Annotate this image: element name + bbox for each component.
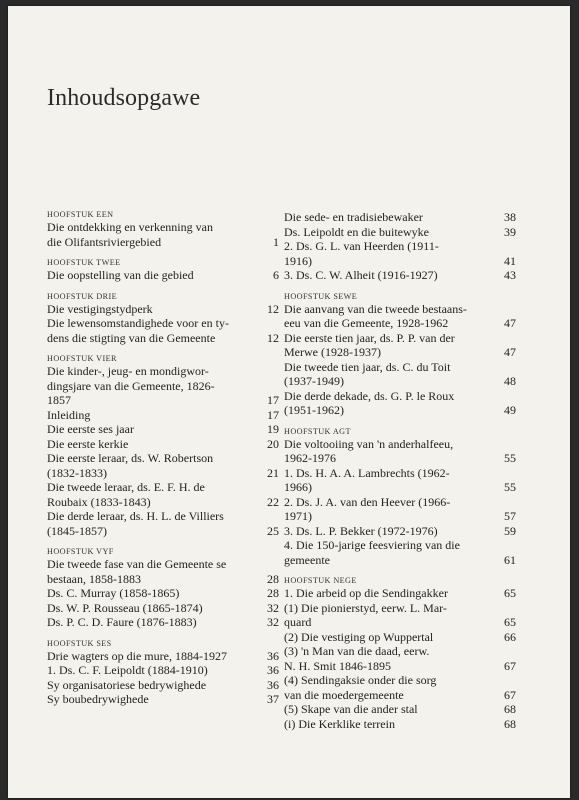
- toc-entry: [47, 451, 279, 480]
- toc-entry: [284, 360, 516, 389]
- chapter-heading: HOOFSTUK AGT: [284, 426, 351, 436]
- chapter-section: [47, 354, 279, 538]
- entry-title: 2. Ds. G. L. van Heerden (1911- 1916): [284, 239, 439, 268]
- entry-title: Ds. C. Murray (1858-1865): [47, 586, 180, 600]
- toc-entry: [47, 422, 279, 437]
- entry-title: 4. Die 150-jarige feesviering van die gemeente: [284, 538, 460, 567]
- entry-title: Die vestigingstydperk: [47, 301, 153, 316]
- chapter-heading: HOOFSTUK DRIE: [47, 291, 118, 301]
- chapter-heading: HOOFSTUK SEWE: [284, 291, 358, 301]
- entry-page-number: 55: [504, 480, 516, 494]
- entry-page-number: 17: [267, 393, 279, 407]
- toc-entry: [284, 717, 516, 732]
- entry-title: Die kinder-, jeug- en mondigwor- dingsjare van die Gemeente, 1826- 1857: [47, 364, 215, 407]
- entry-page-number: 32: [267, 600, 279, 615]
- toc-left-column: [47, 210, 279, 707]
- section-gap: [47, 283, 279, 292]
- entry-page-number: 67: [504, 687, 516, 702]
- entry-title: Ds. W. P. Rousseau (1865-1874): [47, 600, 203, 615]
- chapter-section: [47, 210, 279, 249]
- entry-title: Drie wagters op die mure, 1884-1927: [47, 648, 227, 663]
- toc-entry: [47, 480, 279, 509]
- toc-entry: [284, 302, 516, 331]
- entry-title: Die voltooiing van 'n anderhalfeeu, 1962-1976: [284, 436, 454, 465]
- toc-right-column: [284, 210, 516, 731]
- entry-page-number: 36: [267, 648, 279, 663]
- entry-title: Die ontdekking en verkenning van die Olifantsriviergebied: [47, 220, 213, 249]
- toc-entry: [284, 268, 516, 283]
- toc-entry: [284, 644, 516, 673]
- entry-page-number: 61: [504, 552, 516, 567]
- chapter-heading: HOOFSTUK SES: [47, 638, 112, 648]
- entry-page-number: 36: [267, 677, 279, 692]
- section-gap: [47, 345, 279, 354]
- entry-page-number: 28: [267, 586, 279, 600]
- entry-page-number: 36: [267, 663, 279, 677]
- toc-entry: [47, 408, 279, 423]
- entry-page-number: 37: [267, 692, 279, 706]
- toc-entry: [284, 538, 516, 567]
- entry-page-number: 57: [504, 509, 516, 523]
- chapter-heading: HOOFSTUK VYF: [47, 547, 114, 556]
- toc-entry: [47, 302, 279, 317]
- chapter-section: [47, 258, 279, 283]
- entry-title: Die derde dekade, ds. G. P. le Roux (1951-1962): [284, 388, 455, 417]
- chapter-section: [284, 292, 516, 418]
- toc-entry: [47, 364, 279, 408]
- entry-title: Die tweede fase van die Gemeente se bestaan, 1858-1883: [47, 557, 227, 586]
- section-gap: [47, 249, 279, 258]
- entry-page-number: 38: [504, 210, 516, 224]
- entry-title: Die eerste tien jaar, ds. P. P. van der Merwe (1928-1937): [284, 330, 455, 359]
- entry-title: (4) Sendingaksie onder die sorg van die moedergemeente: [284, 673, 437, 702]
- toc-entry: [47, 268, 279, 283]
- entry-page-number: 21: [267, 465, 279, 480]
- toc-entry: [47, 678, 279, 693]
- entry-page-number: 55: [504, 451, 516, 465]
- toc-entry: [47, 557, 279, 586]
- toc-entry: [284, 331, 516, 360]
- entry-title: Die tweede tien jaar, ds. C. du Toit (1937-1949): [284, 359, 451, 388]
- entry-title: 1. Ds. C. F. Leipoldt (1884-1910): [47, 663, 208, 677]
- entry-page-number: 66: [504, 629, 516, 644]
- section-gap: [284, 283, 516, 292]
- entry-title: (5) Skape van die ander stal: [284, 702, 418, 716]
- toc-entry: [47, 316, 279, 345]
- chapter-heading: HOOFSTUK TWEE: [47, 258, 121, 267]
- entry-title: Ds. P. C. D. Faure (1876-1883): [47, 615, 197, 629]
- toc-entry: [284, 495, 516, 524]
- chapter-section: [284, 576, 516, 731]
- entry-title: Die sede- en tradisiebewaker: [284, 210, 423, 224]
- entry-page-number: 49: [504, 403, 516, 417]
- chapter-section: [284, 210, 516, 283]
- toc-entry: [47, 509, 279, 538]
- entry-title: Die lewensomstandighede voor en ty- dens die stigting van die Gemeente: [47, 316, 229, 345]
- entry-title: (3) 'n Man van die daad, eerw. N. H. Smit 1846-1895: [284, 644, 430, 673]
- section-gap: [284, 567, 516, 576]
- toc-entry: [284, 437, 516, 466]
- entry-title: Die tweede leraar, ds. E. F. H. de Roubaix (1833-1843): [47, 480, 205, 509]
- entry-page-number: 67: [504, 658, 516, 673]
- entry-title: Ds. Leipoldt en die buitewyke: [284, 224, 429, 239]
- entry-page-number: 19: [267, 422, 279, 436]
- entry-page-number: 17: [267, 407, 279, 422]
- toc-entry: [47, 649, 279, 664]
- entry-title: Sy boubedrywighede: [47, 692, 149, 706]
- entry-title: Die eerste ses jaar: [47, 422, 134, 436]
- toc-entry: [47, 601, 279, 616]
- entry-page-number: 68: [504, 716, 516, 731]
- chapter-section: [47, 547, 279, 630]
- entry-page-number: 43: [504, 268, 516, 282]
- entry-title: Inleiding: [47, 407, 91, 422]
- toc-entry: [284, 586, 516, 601]
- entry-title: Die oopstelling van die gebied: [47, 268, 194, 282]
- entry-title: 3. Ds. L. P. Bekker (1972-1976): [284, 523, 438, 538]
- entry-title: 1. Die arbeid op die Sendingakker: [284, 586, 448, 600]
- page-title: Inhoudsopgawe: [47, 85, 201, 111]
- entry-page-number: 68: [504, 702, 516, 716]
- entry-page-number: 12: [267, 301, 279, 316]
- toc-entry: [47, 663, 279, 678]
- toc-entry: [47, 586, 279, 601]
- entry-page-number: 1: [273, 234, 279, 249]
- entry-title: (i) Die Kerklike terrein: [284, 716, 395, 731]
- entry-page-number: 65: [504, 586, 516, 600]
- chapter-heading: HOOFSTUK EEN: [47, 210, 114, 219]
- entry-title: Die eerste leraar, ds. W. Robertson (1832-1833): [47, 451, 214, 480]
- section-gap: [47, 538, 279, 547]
- entry-page-number: 65: [504, 615, 516, 629]
- toc-entry: [284, 702, 516, 717]
- chapter-section: [47, 292, 279, 346]
- toc-entry: [47, 437, 279, 452]
- entry-title: Die derde leraar, ds. H. L. de Villiers (1845-1857): [47, 509, 224, 538]
- toc-entry: [47, 220, 279, 249]
- toc-entry: [284, 210, 516, 225]
- section-gap: [284, 418, 516, 427]
- entry-title: Die aanvang van die tweede bestaans- eeu van die Gemeente, 1928-1962: [284, 301, 467, 330]
- toc-entry: [284, 466, 516, 495]
- entry-page-number: 12: [267, 330, 279, 345]
- chapter-heading: HOOFSTUK VIER: [47, 354, 117, 363]
- entry-page-number: 22: [267, 494, 279, 509]
- chapter-section: [284, 427, 516, 568]
- entry-page-number: 47: [504, 316, 516, 330]
- chapter-heading: HOOFSTUK NEGE: [284, 576, 357, 585]
- entry-page-number: 25: [267, 523, 279, 538]
- book-page: [8, 6, 570, 798]
- entry-title: 3. Ds. C. W. Alheit (1916-1927): [284, 268, 438, 282]
- entry-page-number: 47: [504, 345, 516, 359]
- entry-title: 1. Ds. H. A. A. Lambrechts (1962- 1966): [284, 465, 450, 494]
- toc-entry: [47, 615, 279, 630]
- chapter-section: [47, 639, 279, 707]
- toc-entry: [47, 692, 279, 707]
- toc-entry: [284, 524, 516, 539]
- entry-page-number: 48: [504, 374, 516, 388]
- section-gap: [47, 630, 279, 639]
- entry-page-number: 41: [504, 253, 516, 268]
- entry-title: (2) Die vestiging op Wuppertal: [284, 629, 434, 644]
- toc-entry: [284, 389, 516, 418]
- toc-entry: [284, 601, 516, 630]
- entry-title: Die eerste kerkie: [47, 436, 129, 451]
- entry-page-number: 20: [267, 436, 279, 451]
- entry-page-number: 39: [504, 224, 516, 239]
- toc-entry: [284, 673, 516, 702]
- toc-entry: [284, 225, 516, 240]
- entry-page-number: 59: [504, 523, 516, 538]
- entry-title: (1) Die pionierstyd, eerw. L. Mar- quard: [284, 600, 447, 629]
- entry-page-number: 28: [267, 571, 279, 586]
- entry-title: Sy organisatoriese bedrywighede: [47, 677, 207, 692]
- entry-page-number: 6: [273, 268, 279, 282]
- entry-page-number: 32: [267, 615, 279, 629]
- toc-entry: [284, 239, 516, 268]
- toc-entry: [284, 630, 516, 645]
- entry-title: 2. Ds. J. A. van den Heever (1966- 1971): [284, 494, 451, 523]
